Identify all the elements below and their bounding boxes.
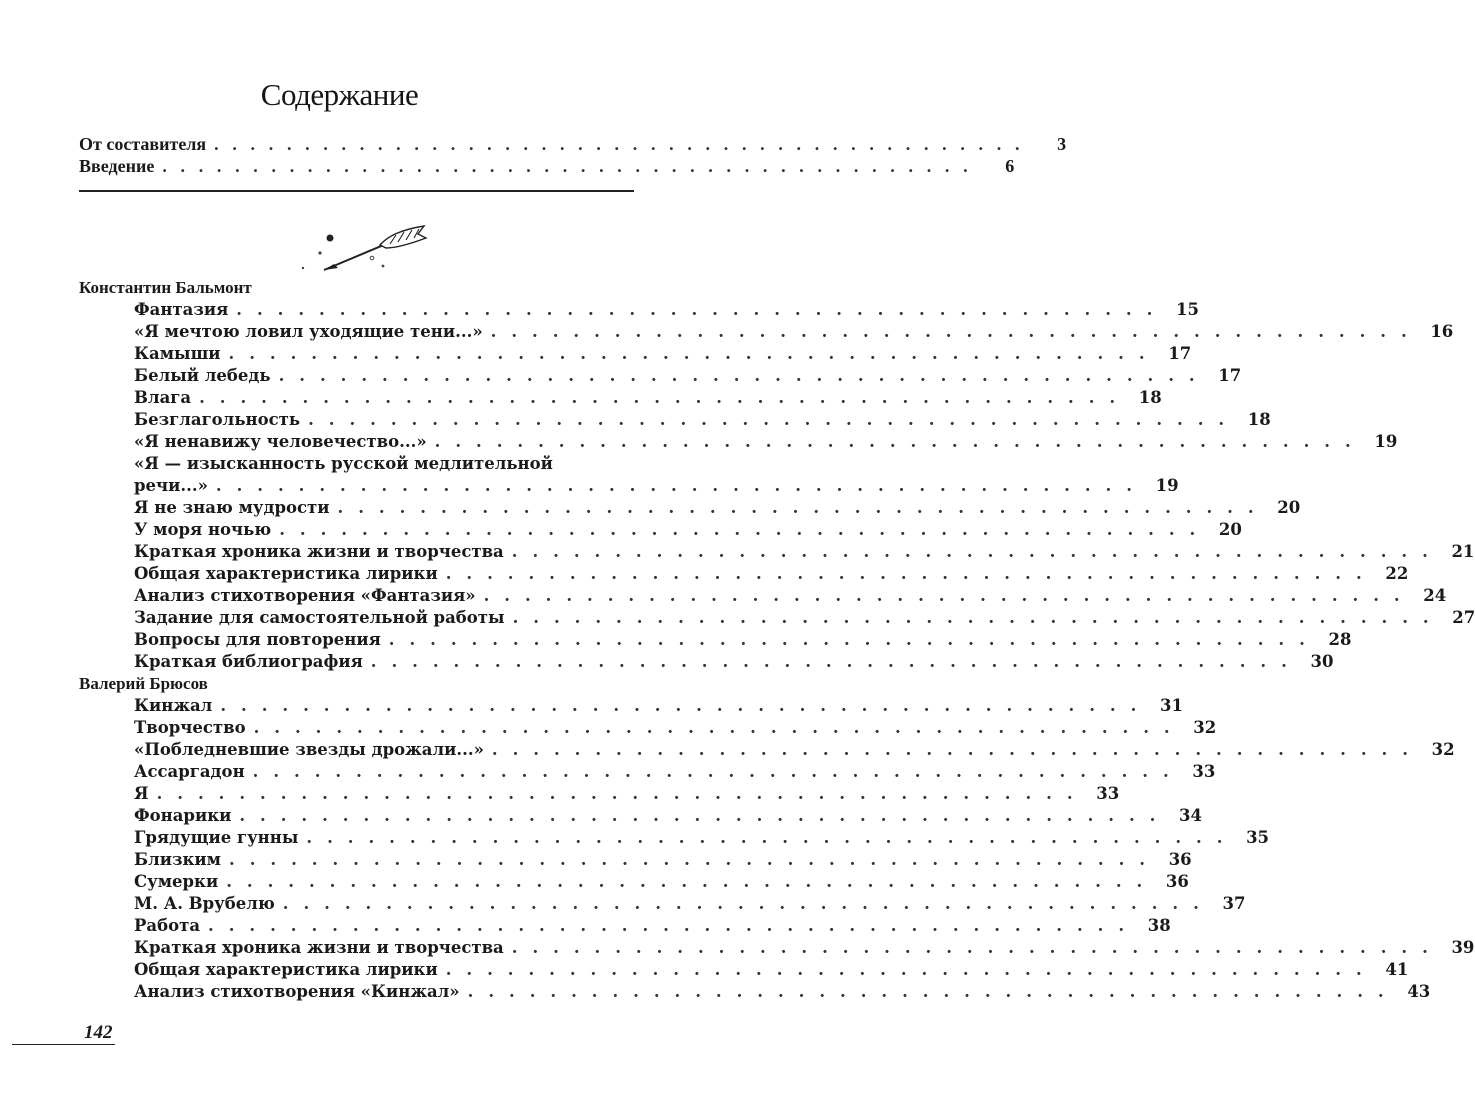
toc-entry-introduction[interactable]: [79, 155, 1015, 177]
toc-entry-page: 31: [1160, 696, 1183, 715]
toc-entry-label: Творчество: [134, 718, 246, 737]
toc-entry-label: Безглагольность: [134, 410, 301, 429]
toc-entry-page: 20: [1277, 498, 1301, 517]
dot-leader: . . . . . . . . . . . . . . . . . . . . . . . . . . . . . . . . . . . . . . . . . . . . .: [199, 388, 1120, 407]
toc-entry[interactable]: [134, 827, 1270, 849]
toc-entry-label: Общая характеристика лирики: [134, 564, 438, 583]
dot-leader: . . . . . . . . . . . . . . . . . . . . . . . . . . . . . . . . . . . . . . . . . . . . .: [370, 652, 1292, 671]
dot-leader: . . . . . . . . . . . . . . . . . . . . . . . . . . . . . . . . . . . . . . . . . . . . .: [483, 586, 1405, 605]
footer-rule: [12, 1044, 115, 1045]
toc-entry[interactable]: [134, 585, 1447, 607]
toc-entry-label: Работа: [134, 916, 201, 935]
dot-leader: . . . . . . . . . . . . . . . . . . . . . . . . . . . . . . . . . . . . . . . . . . . . .: [308, 410, 1229, 429]
dot-leader: . . . . . . . . . . . . . . . . . . . . . . . . . . . . . . . . . . . . . . . . . . . . .: [512, 608, 1434, 627]
toc-entry-page: 19: [1374, 432, 1398, 451]
toc-entry-label: «Я ненавижу человечество...»: [134, 432, 427, 451]
toc-entry-label-first-line[interactable]: «Я — изысканность русской медлительной: [134, 454, 553, 473]
toc-entry[interactable]: [134, 475, 1179, 497]
section-divider: [79, 190, 634, 192]
toc-entry-label: Краткая хроника жизни и творчества: [134, 938, 504, 957]
toc-entry-page: 34: [1179, 806, 1203, 825]
dot-leader: . . . . . . . . . . . . . . . . . . . . . . . . . . . . . . . . . . . . . . . . . . . . .: [445, 960, 1367, 979]
toc-entry[interactable]: [134, 607, 1475, 629]
toc-entry-page: 33: [1192, 762, 1216, 781]
toc-entry[interactable]: [134, 959, 1409, 981]
toc-entry[interactable]: [134, 805, 1203, 827]
toc-entry-page: 17: [1168, 344, 1192, 363]
toc-entry-label: Сумерки: [134, 872, 219, 891]
dot-leader: . . . . . . . . . . . . . . . . . . . . . . . . . . . . . . . . . . . . . . . . . . . . .: [278, 366, 1200, 385]
toc-entry[interactable]: [134, 629, 1352, 651]
toc-entry[interactable]: [134, 915, 1171, 937]
dot-leader: . . . . . . . . . . . . . . . . . . . . . . . . . . . . . . . . . . . . . . . . . . . . .: [229, 850, 1150, 869]
dot-leader: . . . . . . . . . . . . . . . . . . . . . . . . . . . . . . . . . . . . . . . . . . . . .: [228, 344, 1150, 363]
toc-entry-page: 32: [1193, 718, 1217, 737]
toc-entry-page: 21: [1451, 542, 1475, 561]
dot-leader: . . . . . . . . . . . . . . . . . . . . . . . . . . . . . . . . . . . . . . . . . . . . .: [388, 630, 1310, 649]
toc-entry-label: Анализ стихотворения «Кинжал»: [134, 982, 460, 1001]
toc-entry[interactable]: [134, 343, 1192, 365]
toc-entry[interactable]: [134, 651, 1334, 673]
dot-leader: . . . . . . . . . . . . . . . . . . . . . . . . . . . . . . . . . . . . . . . . . . . . .: [491, 740, 1413, 759]
page-title: Содержание: [260, 76, 419, 112]
toc-entry-label: У моря ночью: [134, 520, 272, 539]
toc-entry-page: 24: [1423, 586, 1447, 605]
toc-entry[interactable]: [134, 541, 1475, 563]
dot-leader: . . . . . . . . . . . . . . . . . . . . . . . . . . . . . . . . . . . . . . . . . . . . .: [236, 300, 1157, 319]
toc-entry-page: 17: [1218, 366, 1242, 385]
dot-leader: . . . . . . . . . . . . . . . . . . . . . . . . . . . . . . . . . . . . . . . . . . . . .: [306, 828, 1228, 847]
dot-leader: . . . . . . . . . . . . . . . . . . . . . . . . . . . . . . . . . . . . . . . . . . . . .: [445, 564, 1367, 583]
dot-leader: . . . . . . . . . . . . . . . . . . . . . . . . . . . . . . . . . . . . . . . . . . . . .: [337, 498, 1259, 517]
toc-entry-label: речи...»: [134, 476, 208, 495]
toc-entry-label: От составителя: [79, 134, 207, 154]
toc-entry[interactable]: [134, 365, 1242, 387]
toc-entry-label: Ассаргадон: [134, 762, 245, 781]
dot-leader: . . . . . . . . . . . . . . . . . . . . . . . . . . . . . . . . . . . . . . . . . . . . .: [220, 696, 1141, 715]
toc-entry-label: Вопросы для повторения: [134, 630, 381, 649]
toc-entry[interactable]: [134, 409, 1271, 431]
toc-entry-label: Общая характеристика лирики: [134, 960, 438, 979]
toc-entry[interactable]: [134, 299, 1199, 321]
author-heading: Валерий Брюсов: [79, 674, 208, 693]
toc-entry[interactable]: [134, 783, 1120, 805]
toc-entry[interactable]: [134, 321, 1454, 343]
toc-entry[interactable]: [134, 717, 1217, 739]
toc-entry-page: 36: [1168, 850, 1192, 869]
toc-entry-label: «Побледневшие звезды дрожали...»: [134, 740, 484, 759]
toc-entry[interactable]: [134, 739, 1455, 761]
dot-leader: . . . . . . . . . . . . . . . . . . . . . . . . . . . . . . . . . . . . . . . . . . . . .: [282, 894, 1204, 913]
toc-entry-label: Камыши: [134, 344, 221, 363]
toc-entry-label: Введение: [79, 156, 155, 176]
toc-entry-page: 6: [1005, 156, 1015, 176]
toc-entry[interactable]: [134, 431, 1398, 453]
toc-entry-label: «Я мечтою ловил уходящие тени...»: [134, 322, 483, 341]
toc-entry-page: 28: [1328, 630, 1352, 649]
dot-leader: . . . . . . . . . . . . . . . . . . . . . . . . . . . . . . . . . . . . . . . . . . . . .: [467, 982, 1389, 1001]
toc-entry-label: Белый лебедь: [134, 366, 271, 385]
toc-entry-label: Анализ стихотворения «Фантазия»: [134, 586, 476, 605]
dot-leader: . . . . . . . . . . . . . . . . . . . . . . . . . . . . . . . . . . . . . . . . . . . . .: [490, 322, 1412, 341]
page-number: 142: [84, 1022, 113, 1043]
dot-leader: . . . . . . . . . . . . . . . . . . . . . . . . . . . . . . . . . . . . . . . . . . . . .: [511, 938, 1433, 957]
toc-entry[interactable]: [134, 563, 1409, 585]
toc-entry-page: 30: [1310, 652, 1334, 671]
toc-entry-label: М. А. Врубелю: [134, 894, 275, 913]
toc-entry-page: 18: [1138, 388, 1162, 407]
toc-entry-from-compiler[interactable]: [79, 133, 1067, 155]
dot-leader: . . . . . . . . . . . . . . . . . . . . . . . . . . . . . . . . . . . . . . . . . . . . .: [215, 476, 1137, 495]
dot-leader: . . . . . . . . . . . . . . . . . . . . . . . . . . . . . . . . . . . . . . . . . . . . .: [156, 784, 1078, 803]
toc-entry-label: Фантазия: [134, 300, 229, 319]
toc-entry[interactable]: [134, 849, 1192, 871]
toc-entry[interactable]: [134, 937, 1475, 959]
toc-entry[interactable]: [134, 893, 1246, 915]
toc-entry[interactable]: [134, 981, 1431, 1003]
toc-entry-label: Краткая библиография: [134, 652, 363, 671]
toc-entry-label: Задание для самостоятельной работы: [134, 608, 505, 627]
dot-leader: . . . . . . . . . . . . . . . . . . . . . . . . . . . . . . . . . . . . . . . . . . . . .: [511, 542, 1433, 561]
dot-leader: . . . . . . . . . . . . . . . . . . . . . . . . . . . . . . . . . . . . . . . . . . . . .: [434, 432, 1356, 451]
dot-leader: . . . . . . . . . . . . . . . . . . . . . . . . . . . . . . . . . . . . . . . . . . . . .: [162, 156, 973, 176]
dot-leader: . . . . . . . . . . . . . . . . . . . . . . . . . . . . . . . . . . . . . . . . . . . . .: [279, 520, 1200, 539]
author-heading: Константин Бальмонт: [79, 278, 252, 297]
toc-entry[interactable]: [134, 695, 1183, 717]
toc-entry-page: 3: [1057, 134, 1067, 154]
toc-entry[interactable]: [134, 387, 1162, 409]
toc-entry-label: Близким: [134, 850, 221, 869]
toc-entry[interactable]: [134, 497, 1301, 519]
toc-entry-label: Кинжал: [134, 696, 213, 715]
toc-entry-label: Грядущие гунны: [134, 828, 299, 847]
toc-entry-page: 32: [1431, 740, 1455, 759]
toc-entry-page: 41: [1385, 960, 1409, 979]
toc-entry-page: 20: [1218, 520, 1242, 539]
toc-entry-page: 39: [1451, 938, 1475, 957]
toc-entry[interactable]: [134, 519, 1242, 541]
dot-leader: . . . . . . . . . . . . . . . . . . . . . . . . . . . . . . . . . . . . . . . . . . . . .: [208, 916, 1129, 935]
quill-pen-icon: [300, 218, 430, 278]
toc-entry[interactable]: [134, 761, 1216, 783]
toc-entry-page: 38: [1147, 916, 1171, 935]
dot-leader: . . . . . . . . . . . . . . . . . . . . . . . . . . . . . . . . . . . . . . . . . . . . .: [214, 134, 1025, 154]
toc-entry-page: 22: [1385, 564, 1409, 583]
toc-entry-label: Я не знаю мудрости: [134, 498, 330, 517]
toc-entry-label: Я: [134, 784, 149, 803]
toc-entry-page: 37: [1222, 894, 1246, 913]
toc-entry-page: 19: [1155, 476, 1179, 495]
toc-entry-page: 33: [1096, 784, 1120, 803]
dot-leader: . . . . . . . . . . . . . . . . . . . . . . . . . . . . . . . . . . . . . . . . . . . . .: [252, 762, 1174, 781]
toc-entry-page: 43: [1407, 982, 1431, 1001]
toc-entry-page: 35: [1246, 828, 1270, 847]
toc-entry[interactable]: [134, 871, 1189, 893]
toc-entry-label: Краткая хроника жизни и творчества: [134, 542, 504, 561]
toc-entry-label: Влага: [134, 388, 192, 407]
dot-leader: . . . . . . . . . . . . . . . . . . . . . . . . . . . . . . . . . . . . . . . . . . . . .: [253, 718, 1175, 737]
toc-entry-page: 16: [1430, 322, 1454, 341]
toc-entry-page: 18: [1247, 410, 1271, 429]
toc-entry-page: 27: [1452, 608, 1475, 627]
toc-entry-page: 15: [1175, 300, 1199, 319]
toc-entry-label: Фонарики: [134, 806, 232, 825]
dot-leader: . . . . . . . . . . . . . . . . . . . . . . . . . . . . . . . . . . . . . . . . . . . . .: [239, 806, 1161, 825]
toc-entry-page: 36: [1165, 872, 1189, 891]
dot-leader: . . . . . . . . . . . . . . . . . . . . . . . . . . . . . . . . . . . . . . . . . . . . .: [226, 872, 1147, 891]
